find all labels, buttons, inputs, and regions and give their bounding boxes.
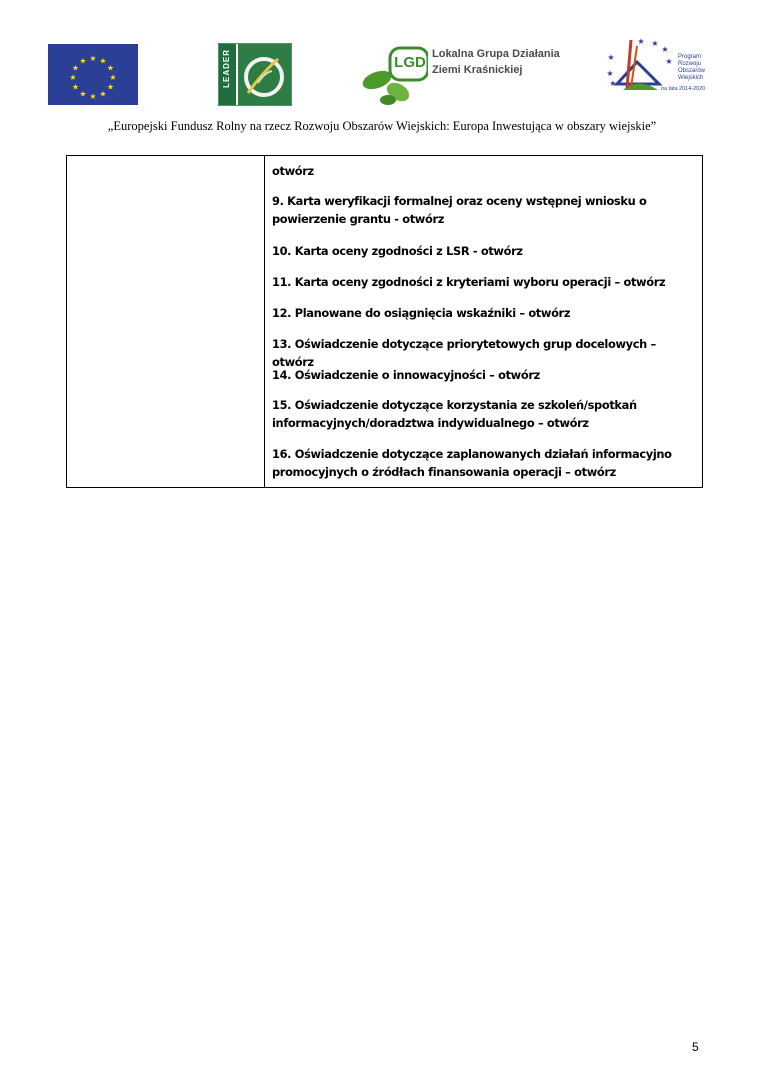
prow-text — [678, 54, 705, 82]
list-item: 12. Planowane do osiągnięcia wskaźniki – otwórz — [272, 306, 571, 320]
list-item: 15. Oświadczenie dotyczące korzystania ze szkoleń/spotkań informacyjnych/doradztwa indywidualnego – otwórz — [272, 398, 637, 430]
prow-line: Wiejskich — [678, 75, 704, 81]
eu-flag-icon — [48, 44, 138, 105]
lgd-abbr: LGD — [394, 54, 426, 71]
prow-period: na lata 2014-2020 — [661, 86, 706, 92]
svg-text:★: ★ — [607, 53, 615, 62]
prow-line: Obszarów — [678, 68, 706, 74]
svg-text:★: ★ — [637, 37, 645, 46]
svg-text:★: ★ — [106, 63, 115, 73]
prow-line: Program — [678, 54, 702, 60]
prow-logo — [603, 32, 715, 98]
eu-flag-logo — [48, 44, 138, 105]
list-item: 9. Karta weryfikacji formalnej oraz oceny wstępnej wniosku o powierzenie grantu - otwórz — [272, 194, 647, 226]
svg-text:★: ★ — [79, 89, 87, 99]
list-item: 13. Oświadczenie dotyczące priorytetowych grup docelowych – otwórz — [272, 337, 656, 369]
header-motto: „Europejski Fundusz Rolny na rzecz Rozwoju Obszarów Wiejskich: Europa Inwestująca w obszary wiejskie” — [107, 119, 657, 133]
svg-text:★: ★ — [665, 57, 673, 66]
svg-text:★: ★ — [106, 82, 115, 92]
list-item: 16. Oświadczenie dotyczące zaplanowanych działań informacyjno promocyjnych o źródłach finansowania operacji – otwórz — [272, 447, 672, 479]
svg-text:★: ★ — [99, 89, 107, 99]
list-item: 10. Karta oceny zgodności z LSR - otwórz — [272, 244, 523, 258]
svg-text:★: ★ — [109, 73, 117, 82]
svg-text:★: ★ — [71, 82, 80, 92]
svg-text:★: ★ — [609, 79, 617, 88]
svg-text:★: ★ — [661, 45, 669, 54]
leader-logo — [218, 43, 292, 106]
svg-text:★: ★ — [606, 69, 614, 78]
svg-text:★: ★ — [79, 56, 87, 66]
lgd-logo — [360, 42, 565, 106]
lgd-name-line1: Lokalna Grupa Działania — [432, 48, 560, 60]
svg-text:★: ★ — [651, 39, 659, 48]
prow-line: Rozwoju — [678, 61, 702, 67]
list-item: 11. Karta oceny zgodności z kryteriami wyboru operacji – otwórz — [272, 275, 666, 289]
list-item: otwórz — [272, 164, 314, 178]
svg-text:★: ★ — [99, 56, 107, 66]
svg-text:★: ★ — [89, 92, 97, 101]
list-item: 14. Oświadczenie o innowacyjności – otwórz — [272, 368, 540, 382]
svg-text:★: ★ — [71, 63, 80, 73]
attachments-table — [66, 155, 703, 488]
svg-text:★: ★ — [89, 54, 97, 63]
leader-logo-text: LEADER — [222, 49, 231, 88]
page-number: 5 — [692, 1040, 699, 1054]
table-left-cell — [67, 156, 265, 487]
svg-text:★: ★ — [69, 73, 77, 82]
lgd-name-line2: Ziemi Kraśnickiej — [432, 64, 523, 76]
